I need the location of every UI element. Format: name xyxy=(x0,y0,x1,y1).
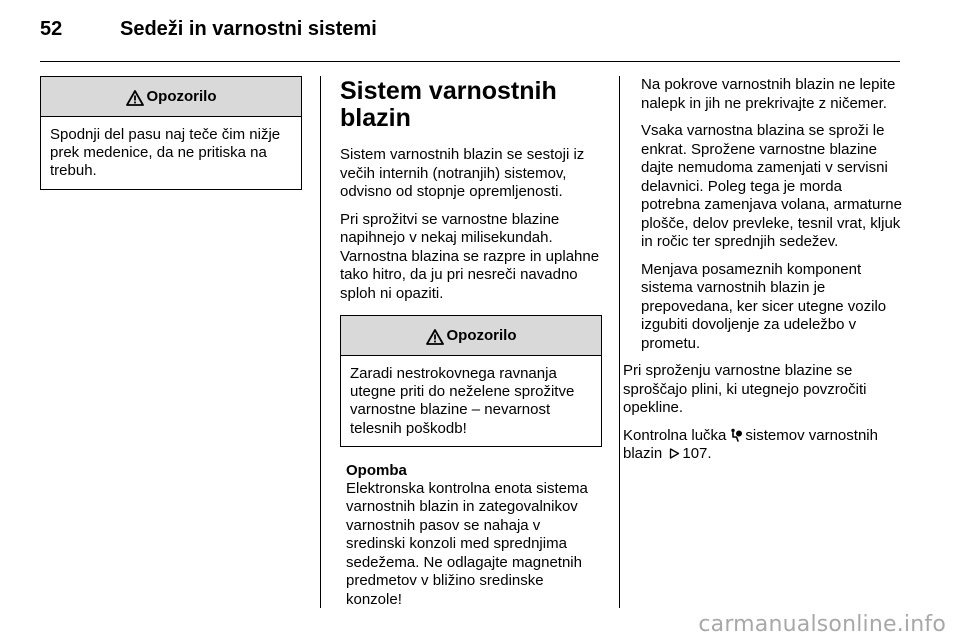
column-3 xyxy=(623,76,905,473)
paragraph: Sistem varnostnih blazin se sestoji iz večih internih (notranjih) sistemov, odvisno od stopnje opremljenosti. xyxy=(340,146,585,200)
indented-paragraph: Vsaka varnostna blazina se sproži le enkrat. Sprožene varnostne blazine dajte nemudoma zamenjati v servisni delavnici. Poleg tega je morda potrebna zamenjava volana, armaturne plošče, delov prevleke, tesnil vrat, kljuk in ročic ter sprednjih sedežev. xyxy=(641,122,902,250)
indented-paragraph: Na pokrove varnostnih blazin ne lepite nalepk in jih ne prekrivajte z ničemer. xyxy=(641,76,896,112)
indented-paragraph: Menjava posameznih komponent sistema varnostnih blazin je prepovedana, ker sicer utegne vozilo izgubiti dovoljenje za udeležbo v prometu. xyxy=(641,260,887,352)
warning-box xyxy=(40,76,302,190)
header-rule xyxy=(40,61,900,62)
warning-header xyxy=(341,316,601,356)
note xyxy=(340,462,602,610)
page-title: Sedeži in varnostni sistemi xyxy=(120,18,377,40)
column-1 xyxy=(40,76,302,190)
warning-box xyxy=(340,315,602,447)
column-divider-2 xyxy=(619,76,620,608)
section-title: Sistem varnostnih blazin xyxy=(340,77,557,132)
indicator-text-before: Kontrolna lučka xyxy=(623,426,727,444)
note-text: Elektronska kontrolna enota sistema varnostnih blazin in zategovalnikov varnostnih pasov se nahaja v sredinski konzoli med sprednjima sedežema. Ne odlagajte magnetnih predmetov v bližino sredinske konzole! xyxy=(346,479,588,608)
page-reference: 107. xyxy=(682,445,712,462)
page-number: 52 xyxy=(40,18,63,40)
indicator-paragraph xyxy=(623,427,905,464)
page-reference-arrow-icon xyxy=(669,448,680,459)
warning-text: Spodnji del pasu naj teče čim nižje prek medenice, da ne pritiska na trebuh. xyxy=(50,126,281,180)
warning-triangle-icon xyxy=(126,90,144,106)
paragraph: Pri sprožitvi se varnostne blazine napihnejo v nekaj milisekundah. Varnostna blazina se razpre in uplahne tako hitro, da ju pri nesreči navadno sploh ni opaziti. xyxy=(340,210,600,302)
warning-title: Opozorilo xyxy=(146,88,217,105)
warning-title: Opozorilo xyxy=(446,327,517,344)
indicator-text-after: sistemov varnostnih blazin xyxy=(623,426,878,462)
column-2 xyxy=(340,76,602,609)
paragraph: Pri sproženju varnostne blazine se sproščajo plini, ki utegnejo povzročiti opekline. xyxy=(623,362,867,416)
column-divider-1 xyxy=(320,76,321,608)
watermark: carmanualsonline.info xyxy=(698,612,946,637)
note-title: Opomba xyxy=(346,461,407,479)
warning-triangle-icon xyxy=(426,329,444,345)
airbag-indicator-icon xyxy=(729,428,743,442)
warning-text: Zaradi nestrokovnega ravnanja utegne priti do neželene sprožitve varnostne blazine – nevarnost telesnih poškodb! xyxy=(350,365,575,437)
warning-header xyxy=(41,77,301,117)
